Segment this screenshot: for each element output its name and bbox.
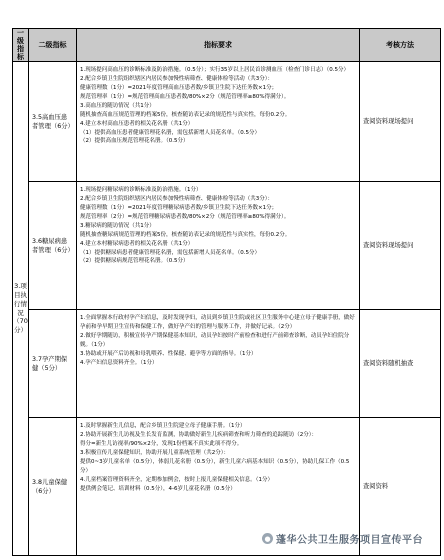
requirement-line: 2.做好孕期随访，积极宣传孕产期保健基本知识，动员孕妇按时产前检查和进行产前筛查诊断，动员孕妇住院分娩。（1分） bbox=[80, 333, 350, 348]
header-level1: 一级指标 bbox=[13, 29, 29, 62]
requirements-cell bbox=[77, 310, 360, 418]
requirement-line: 1.现场提问高血压的诊断标准及防治措施。（0.5分）；实行35岁以上居民首诊测血压（检查门诊日志）（0.5分） bbox=[80, 67, 349, 74]
requirement-line: 3.高血压的随访情况（共1分） bbox=[80, 102, 155, 109]
header-level2: 二级指标 bbox=[29, 29, 77, 62]
requirement-line: 4.建立本村糖尿病患者的相关花名册（共1分） bbox=[80, 240, 194, 247]
requirement-line: 健康管理数（1分）=2021年度管理糖尿病患者数/乡镇卫生院下达任务数×1分； bbox=[80, 205, 278, 211]
requirements-cell bbox=[77, 182, 360, 310]
requirement-line: 1.及时掌握新生儿信息，配合乡镇卫生院建立母子健康手册。（1分） bbox=[80, 423, 246, 430]
requirement-line: 4.孕产妇信息资料齐全。（1分） bbox=[80, 359, 158, 366]
level2-cell: 3.6糖尿病患者管理（6分） bbox=[29, 182, 77, 310]
requirement-line: （2）提供高血压规范管理花名册。（0.5分） bbox=[80, 138, 189, 145]
assessment-table bbox=[12, 28, 441, 556]
requirement-line: 健康管理数（1分）=2021年度管理高血压患者数/乡镇卫生院下达任务数×1分； bbox=[80, 85, 278, 91]
header-method: 考核方法 bbox=[360, 29, 441, 62]
requirement-line: 随机抽查糖尿病规范管理的档案5份，核查随访表记录的规范性与真实性，每份0.2分。 bbox=[80, 231, 291, 238]
level2-cell: 3.5高血压患者管理（6分） bbox=[29, 62, 77, 182]
requirement-line: 提供例会笔记、培训材料（0.5分），4-6岁儿童花名册（0.5分） bbox=[80, 485, 236, 492]
watermark-text: 蓬华公共卫生服务项目宣传平台 bbox=[276, 535, 423, 546]
requirement-line: （2）提供糖尿病规范管理花名册。（0.5分） bbox=[80, 258, 189, 265]
requirement-line: 规范管理率（2分）=规范管理糖尿病患者数/80%×2分（规范管理率≥80%得满分）。 bbox=[80, 213, 290, 220]
requirements-cell bbox=[77, 62, 360, 182]
requirement-line: 3.协助或开展产后访视和母乳喂养、性保健、避孕等方面的指导。（1分） bbox=[80, 350, 257, 357]
requirement-line: 随机抽查高血压规范管理的档案5份，核查随访表记录的规范性与真实性，每份0.2分。 bbox=[80, 111, 291, 118]
requirement-line: 1.现场提问糖尿病的诊断标准及防治措施。（1分） bbox=[80, 187, 202, 194]
requirement-line: 1.全面掌握本行政村孕产妇信息，及时发现孕妇，动员到乡镇卫生院或社区卫生服务中心建立母子健康手册，做好孕前和孕早期卫生宣传和保健工作，做好孕产妇的管理与服务工作，并做好记录。（2分） bbox=[80, 315, 355, 331]
requirement-line: （1）提供高血压患者健康管理花名册，需包括新增人员花名单。（0.5分） bbox=[80, 129, 260, 136]
level1-cell: 3.项目执行情况（70分） bbox=[13, 62, 29, 556]
requirement-line: 3.积极宣传儿童保健知识，协助开展儿童系统管理（共2分）： bbox=[80, 449, 229, 456]
requirement-line: 规范管理率（1分）=规范管理高血压患者数/80%×2分（规范管理率≥80%得满分）。 bbox=[80, 93, 290, 100]
header-row bbox=[13, 29, 441, 62]
wechat-logo-icon: ● bbox=[262, 533, 273, 544]
requirement-line: 4.儿童档案管理资料齐全，定期参加例会，按时上报儿童保健相关信息。（1分） bbox=[80, 476, 273, 483]
requirement-line: 3.糖尿病的随访情况（共1分） bbox=[80, 222, 155, 229]
watermark bbox=[262, 531, 423, 546]
level2-cell: 3.8儿童保健（6分） bbox=[29, 418, 77, 556]
method-cell: 查阅资料现场提问 bbox=[360, 62, 441, 182]
level2-cell: 3.7孕产期保健（5分） bbox=[29, 310, 77, 418]
method-cell: 查阅资料现场提问 bbox=[360, 182, 441, 310]
requirement-line: 得分=新生儿访视率/90%×2分，发现1份档案不真实此项不得分。 bbox=[80, 441, 243, 447]
requirement-line: 2.配合乡镇卫生院组织辖区内居民参加慢性病筛查、健康体检等活动（共3分）： bbox=[80, 76, 273, 83]
table-row bbox=[13, 182, 441, 310]
requirement-line: 2.协助开展新生儿访视及生长发育监测，协助做好新生儿疾病筛查和听力筛查的追踪随访（2分）： bbox=[80, 432, 318, 439]
requirement-line: 2.配合乡镇卫生院组织辖区内居民参加慢性病筛查、健康体检等活动（共3分）： bbox=[80, 196, 273, 203]
requirement-line: 4.建立本村高血压患者的相关花名册（共1分） bbox=[80, 120, 194, 127]
requirement-line: 提供0~3岁儿童名单（0.5分），体弱儿花名册（0.5分），新生儿童六病基本知识（0.5分），协助儿保工作（0.5分） bbox=[80, 458, 350, 474]
table-row bbox=[13, 62, 441, 182]
requirement-line: （1）提供糖尿病患者健康管理花名册，需包括新增人员花名单。（0.5分） bbox=[80, 249, 260, 256]
method-cell: 查阅资料 bbox=[360, 418, 441, 556]
method-cell: 查阅资料随机抽查 bbox=[360, 310, 441, 418]
table-row bbox=[13, 310, 441, 418]
header-requirements: 指标要求 bbox=[77, 29, 360, 62]
